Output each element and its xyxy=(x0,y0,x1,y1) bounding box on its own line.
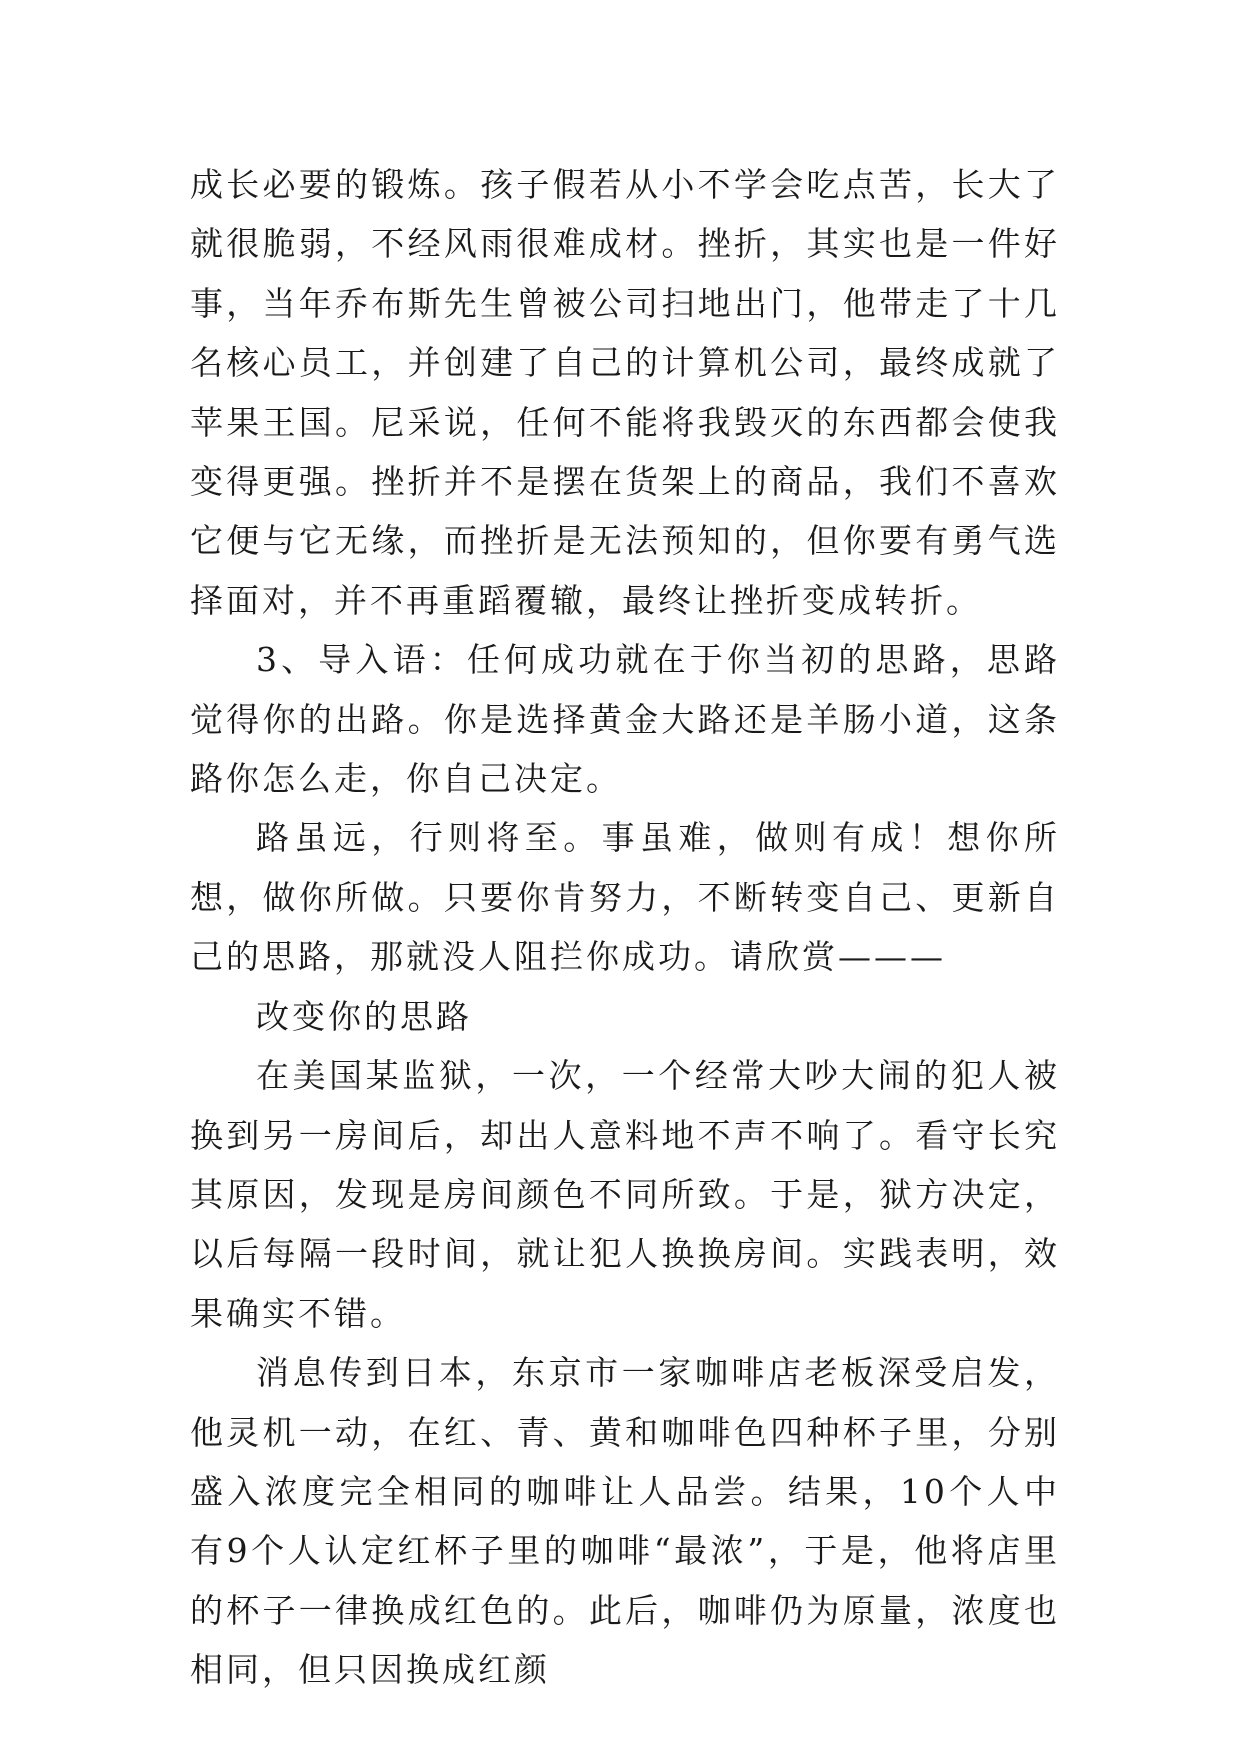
paragraph-intro-3: 3、导入语：任何成功就在于你当初的思路，思路觉得你的出路。你是选择黄金大路还是羊肠小道，这条路你怎么走，你自己决定。 xyxy=(190,640,1060,799)
paragraph-prison-story: 在美国某监狱，一次，一个经常大吵大闹的犯人被换到另一房间后，却出人意料地不声不响了。看守长究其原因，发现是房间颜色不同所致。于是，狱方决定，以后每隔一段时间，就让犯人换换房间。实践表明，效果确实不错。 xyxy=(190,1056,1060,1333)
section-title: 改变你的思路 xyxy=(256,996,472,1036)
paragraph-motto: 路虽远，行则将至。事虽难，做则有成！想你所想，做你所做。只要你肯努力，不断转变自己、更新自己的思路，那就没人阻拦你成功。请欣赏——— xyxy=(190,818,1060,977)
paragraph-coffee-story: 消息传到日本，东京市一家咖啡店老板深受启发，他灵机一动，在红、青、黄和咖啡色四种杯子里，分别盛入浓度完全相同的咖啡让人品尝。结果，10个人中有9个人认定红杯子里的咖啡“最浓”，于是，他将店里的杯子一律换成红色的。此后，咖啡仍为原量，浓度也相同，但只因换成红颜 xyxy=(190,1353,1060,1690)
paragraph-continuation: 成长必要的锻炼。孩子假若从小不学会吃点苦，长大了就很脆弱，不经风雨很难成材。挫折，其实也是一件好事，当年乔布斯先生曾被公司扫地出门，他带走了十几名核心员工，并创建了自己的计算机公司，最终成就了苹果王国。尼采说，任何不能将我毁灭的东西都会使我变得更强。挫折并不是摆在货架上的商品，我们不喜欢它便与它无缘，而挫折是无法预知的，但你要有勇气选择面对，并不再重蹈覆辙，最终让挫折变成转折。 xyxy=(190,165,1060,620)
document-body xyxy=(190,155,1060,1700)
